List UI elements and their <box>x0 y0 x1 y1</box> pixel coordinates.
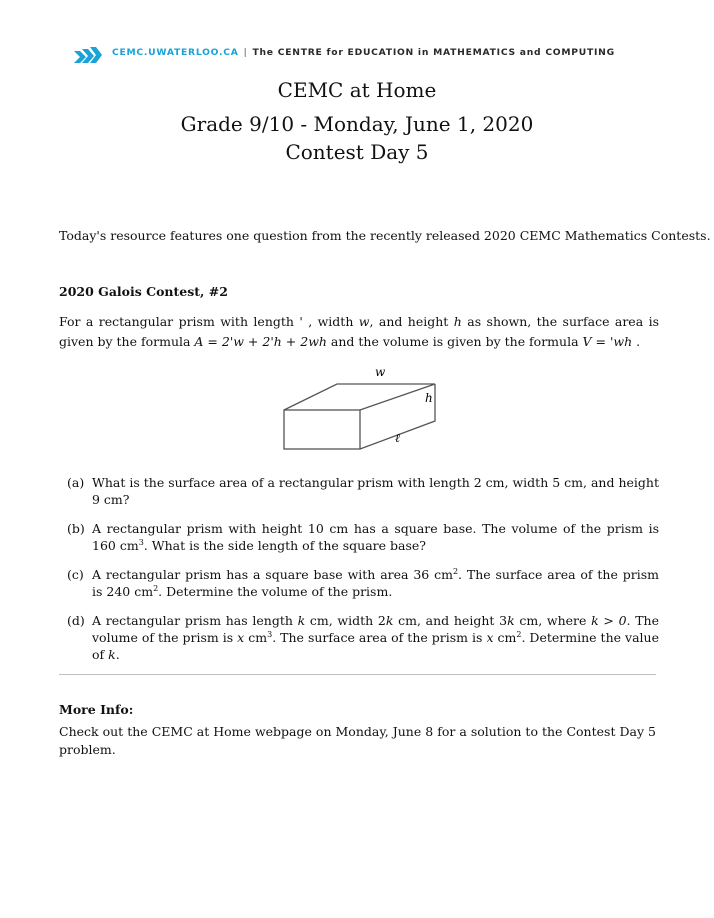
part-d-var-k2: k <box>385 613 394 628</box>
part-d-sup-2: 2 <box>516 629 522 639</box>
stem-text-4: and the volume is given by the formula <box>326 334 583 349</box>
header-separator: | <box>243 47 248 58</box>
stem-var-w: w <box>358 314 370 329</box>
stem-text-2: , and height <box>369 314 454 329</box>
part-b-sup: 3 <box>138 537 144 547</box>
part-b-label: (b) <box>67 521 85 536</box>
part-d-text-9: . Determine the value of <box>92 630 659 662</box>
part-d <box>59 612 659 663</box>
stem-text-5: . <box>632 334 641 349</box>
more-info-heading: More Info: <box>59 702 134 717</box>
stem-var-h: h <box>453 314 462 329</box>
part-d-text-10: . <box>115 647 120 662</box>
part-d-var-x2: x <box>486 630 494 645</box>
part-d-text-4: cm, where <box>514 613 592 628</box>
part-d-text-6: cm <box>244 630 268 645</box>
cemc-logo-icon <box>74 46 102 66</box>
part-a <box>59 474 659 508</box>
stem-text-3: as shown, the surface area is given by the formula <box>59 314 659 349</box>
rectangular-prism-figure <box>280 364 450 456</box>
part-b-text-1: A rectangular prism with height 10 cm has a square base. The volume of the prism is 160 cm <box>92 521 659 553</box>
part-d-text-1: A rectangular prism has length <box>92 613 298 628</box>
part-c-sup-1: 2 <box>452 566 459 576</box>
header-text <box>112 47 615 58</box>
label-w: w <box>375 365 386 379</box>
question-parts <box>59 474 659 675</box>
part-d-text-3: cm, and height 3 <box>393 613 508 628</box>
part-d-text-5: . The volume of the prism is <box>92 613 659 645</box>
part-c-text-1: A rectangular prism has a square base with area 36 cm <box>92 567 453 582</box>
part-c <box>59 566 659 600</box>
prism-top-face <box>284 384 435 410</box>
cemc-header <box>74 44 654 68</box>
part-c-label: (c) <box>67 567 84 582</box>
part-d-label: (d) <box>67 613 85 628</box>
part-d-sup-1: 3 <box>267 629 273 639</box>
part-a-label: (a) <box>67 475 85 490</box>
part-d-text-2: cm, width 2 <box>305 613 386 628</box>
page-subtitle: Grade 9/10 - Monday, June 1, 2020 <box>180 112 534 136</box>
prism-front-face <box>284 410 360 449</box>
header-site[interactable]: CEMC.UWATERLOO.CA <box>112 47 239 58</box>
stem-text-1: For a rectangular prism with length ' , width <box>59 314 359 329</box>
volume-formula: V = 'wh <box>582 334 633 349</box>
part-c-text-2: . The surface area of the prism is 240 cm <box>92 567 659 599</box>
part-a-text: What is the surface area of a rectangular prism with length 2 cm, width 5 cm, and height 9 cm? <box>92 475 659 507</box>
label-l: ℓ <box>395 431 400 445</box>
contest-heading: 2020 Galois Contest, #2 <box>59 284 228 299</box>
part-d-var-x1: x <box>237 630 245 645</box>
part-d-var-k1: k <box>297 613 306 628</box>
part-d-text-8: cm <box>493 630 517 645</box>
page-title: CEMC at Home <box>277 78 437 102</box>
part-d-var-k3: k <box>507 613 515 628</box>
part-d-condition: k > 0 <box>591 613 627 628</box>
part-d-var-k4: k <box>108 647 116 662</box>
header-org: The CENTRE for EDUCATION in MATHEMATICS and COMPUTING <box>252 47 615 58</box>
label-h: h <box>425 391 433 405</box>
intro-paragraph: Today's resource features one question from the recently released 2020 CEMC Mathematics Contests. <box>59 228 711 243</box>
surface-area-formula: A = 2'w + 2'h + 2wh <box>194 334 327 349</box>
part-c-text-3: . Determine the volume of the prism. <box>158 584 393 599</box>
contest-day-title: Contest Day 5 <box>285 140 429 164</box>
part-c-sup-2: 2 <box>153 583 159 593</box>
part-b <box>59 520 659 554</box>
part-d-text-7: . The surface area of the prism is <box>272 630 487 645</box>
more-info-body: Check out the CEMC at Home webpage on Monday, June 8 for a solution to the Contest Day 5 problem. <box>59 724 656 757</box>
question-stem <box>59 312 659 352</box>
part-b-text-2: . What is the side length of the square base? <box>143 538 426 553</box>
section-divider <box>59 674 656 675</box>
